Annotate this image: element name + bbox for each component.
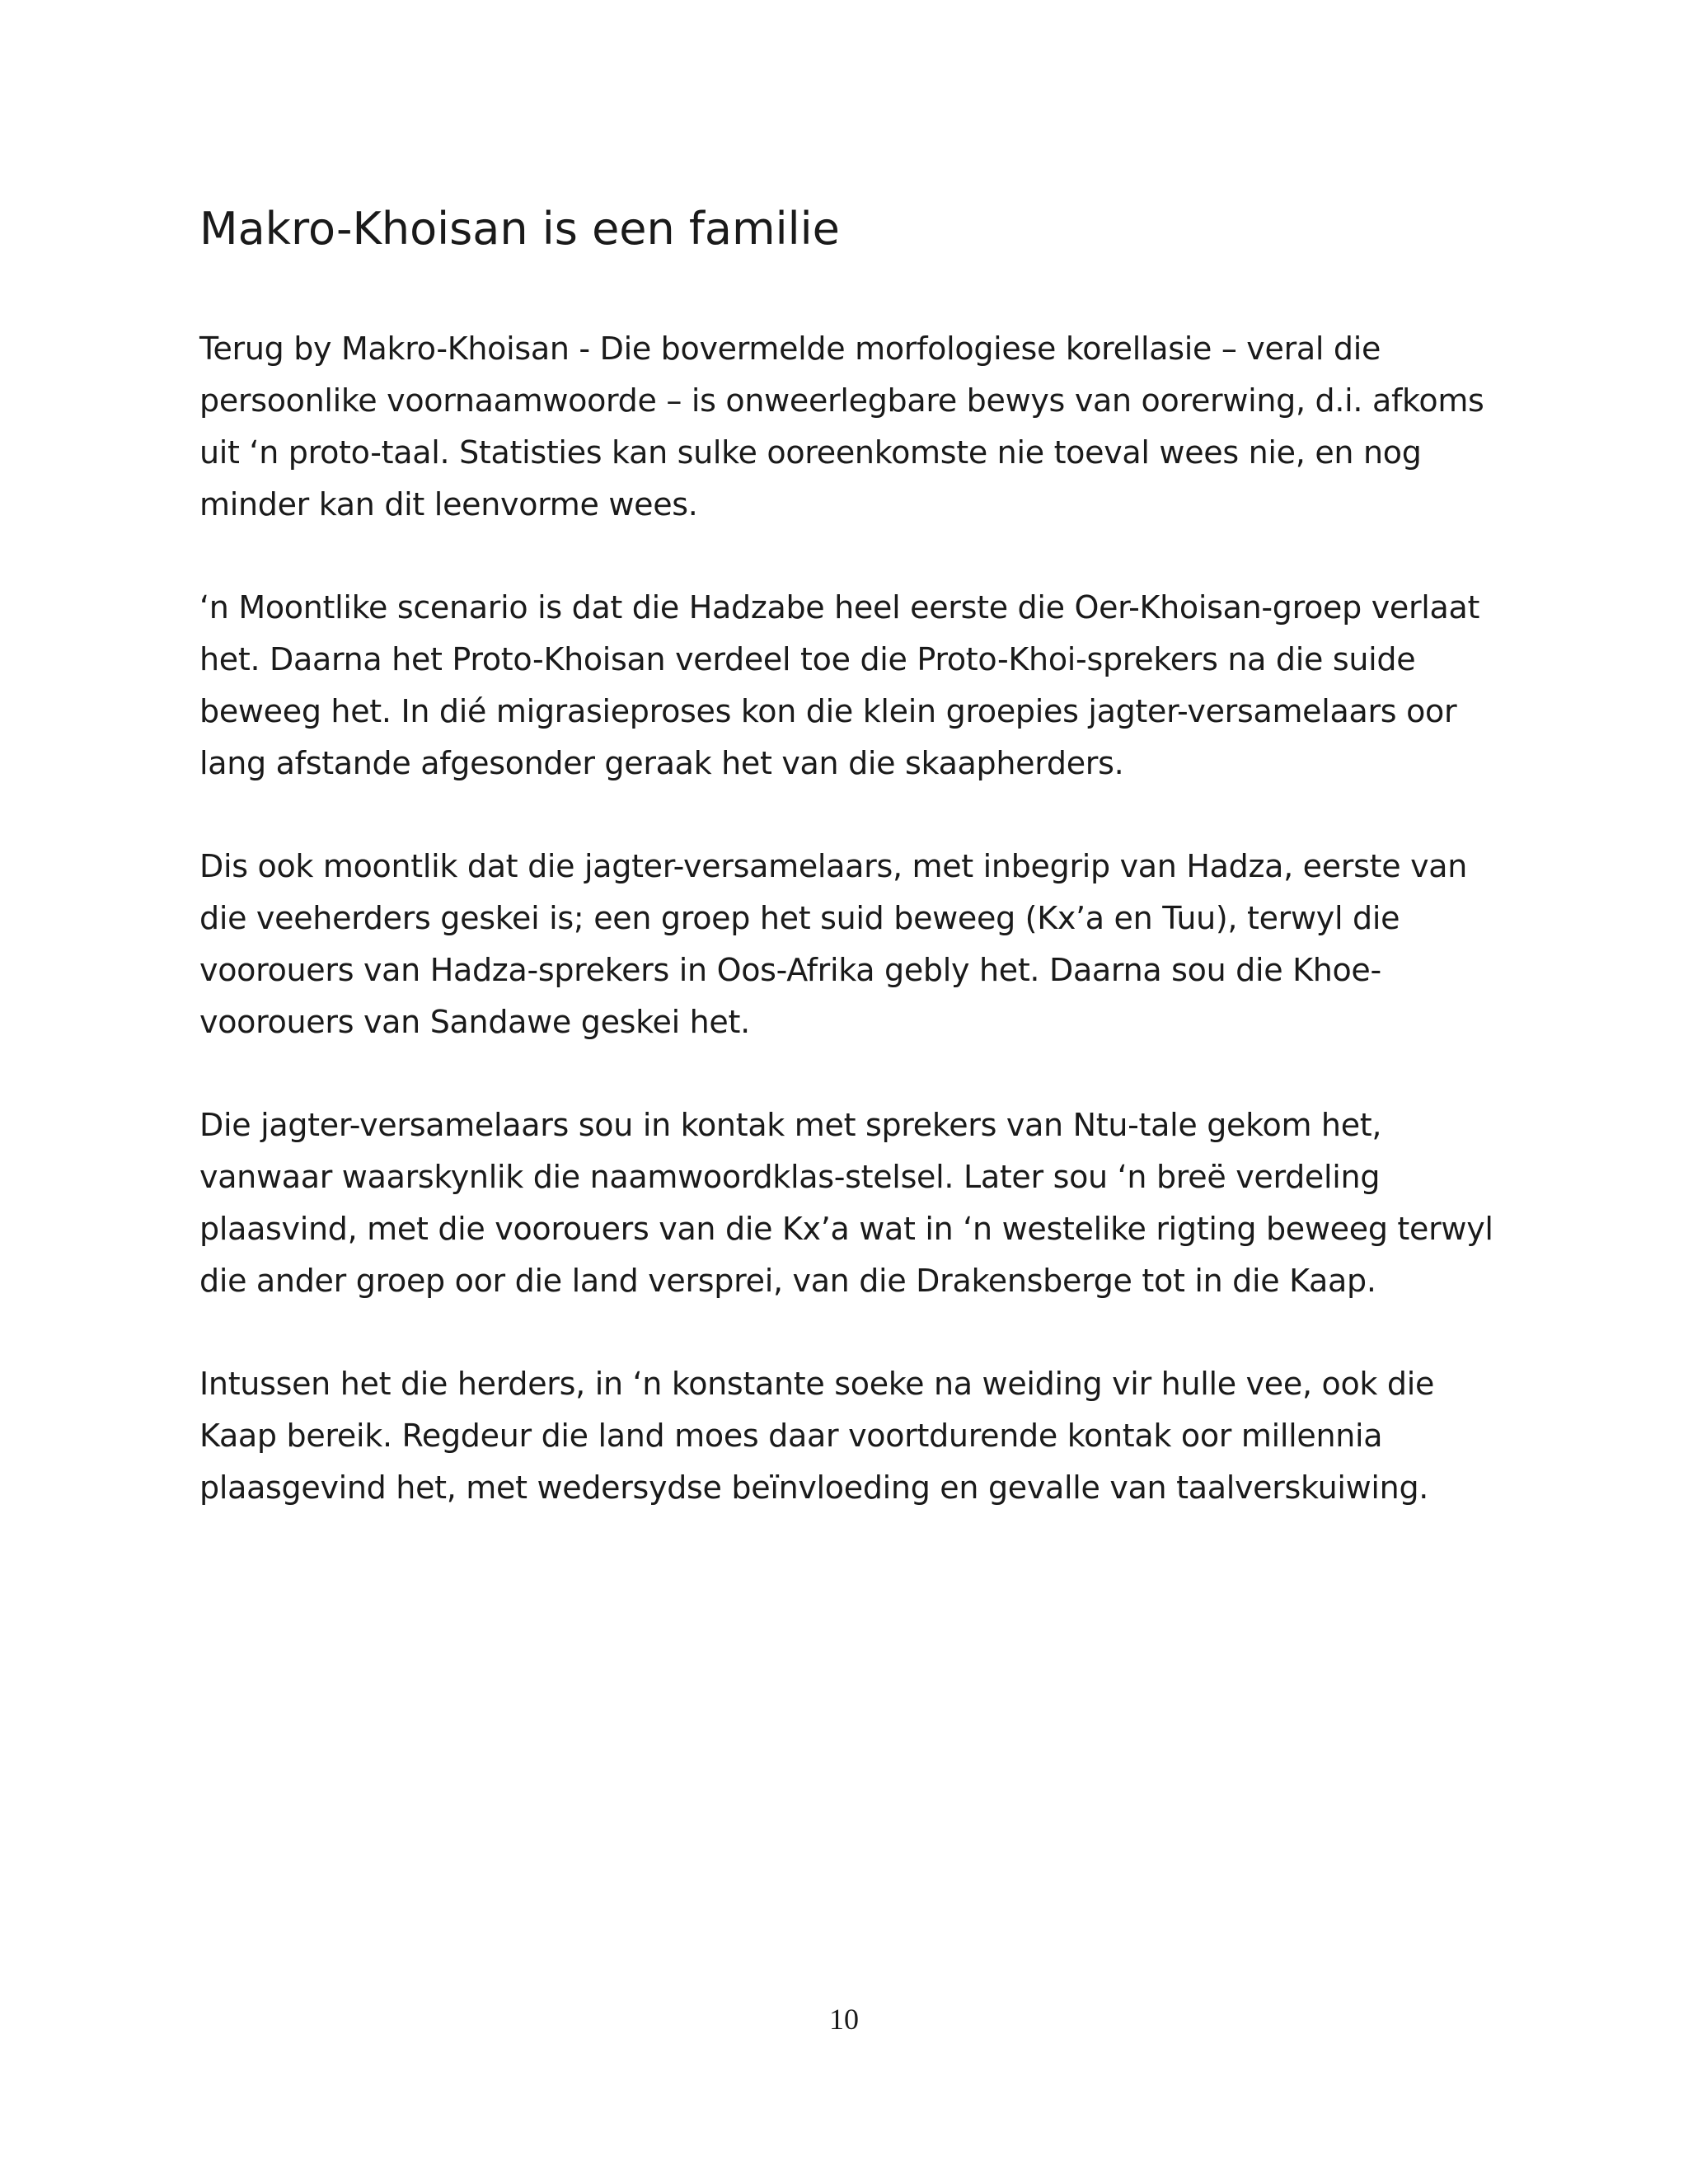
paragraph-line: het. Daarna het Proto-Khoisan verdeel toe die Proto-Khoi-sprekers na die suide xyxy=(199,641,1416,677)
paragraph-3 xyxy=(199,841,1502,1048)
paragraph-line: minder kan dit leenvorme wees. xyxy=(199,486,698,523)
paragraph-line: vanwaar waarskynlik die naamwoordklas-stelsel. Later sou ‘n breë verdeling xyxy=(199,1159,1381,1195)
paragraph-line: voorouers van Hadza-sprekers in Oos-Afrika gebly het. Daarna sou die Khoe- xyxy=(199,952,1381,988)
paragraph-line: Intussen het die herders, in ‘n konstante soeke na weiding vir hulle vee, ook die xyxy=(199,1366,1435,1402)
paragraph-1 xyxy=(199,323,1502,531)
paragraph-line: Kaap bereik. Regdeur die land moes daar voortdurende kontak oor millennia xyxy=(199,1418,1383,1454)
paragraph-line: plaasvind, met die voorouers van die Kx’a wat in ‘n westelike rigting beweeg terwyl xyxy=(199,1211,1493,1247)
page-title: Makro-Khoisan is een familie xyxy=(199,203,840,255)
paragraph-line: die ander groep oor die land versprei, van die Drakensberge tot in die Kaap. xyxy=(199,1263,1376,1299)
paragraph-line: uit ‘n proto-taal. Statisties kan sulke ooreenkomste nie toeval wees nie, en nog xyxy=(199,434,1422,471)
paragraph-line: beweeg het. In dié migrasieproses kon die klein groepies jagter-versamelaars oor xyxy=(199,693,1457,729)
paragraph-line: persoonlike voornaamwoorde – is onweerlegbare bewys van oorerwing, d.i. afkoms xyxy=(199,382,1484,419)
paragraph-line: die veeherders geskei is; een groep het suid beweeg (Kx’a en Tuu), terwyl die xyxy=(199,900,1400,936)
paragraph-line: Terug by Makro-Khoisan - Die bovermelde morfologiese korellasie – veral die xyxy=(199,330,1381,367)
page-number: 10 xyxy=(829,2003,859,2036)
paragraph-line: voorouers van Sandawe geskei het. xyxy=(199,1004,750,1040)
paragraph-line: plaasgevind het, met wedersydse beïnvloeding en gevalle van taalverskuiwing. xyxy=(199,1469,1429,1506)
paragraph-5 xyxy=(199,1358,1502,1514)
paragraph-2 xyxy=(199,582,1502,790)
paragraph-line: lang afstande afgesonder geraak het van die skaapherders. xyxy=(199,745,1124,781)
paragraph-line: Die jagter-versamelaars sou in kontak met sprekers van Ntu-tale gekom het, xyxy=(199,1107,1382,1143)
paragraph-4 xyxy=(199,1099,1502,1307)
paragraph-line: Dis ook moontlik dat die jagter-versamelaars, met inbegrip van Hadza, eerste van xyxy=(199,848,1468,884)
page-content xyxy=(199,198,1502,1565)
paragraph-line: ‘n Moontlike scenario is dat die Hadzabe heel eerste die Oer-Khoisan-groep verlaat xyxy=(199,589,1480,626)
